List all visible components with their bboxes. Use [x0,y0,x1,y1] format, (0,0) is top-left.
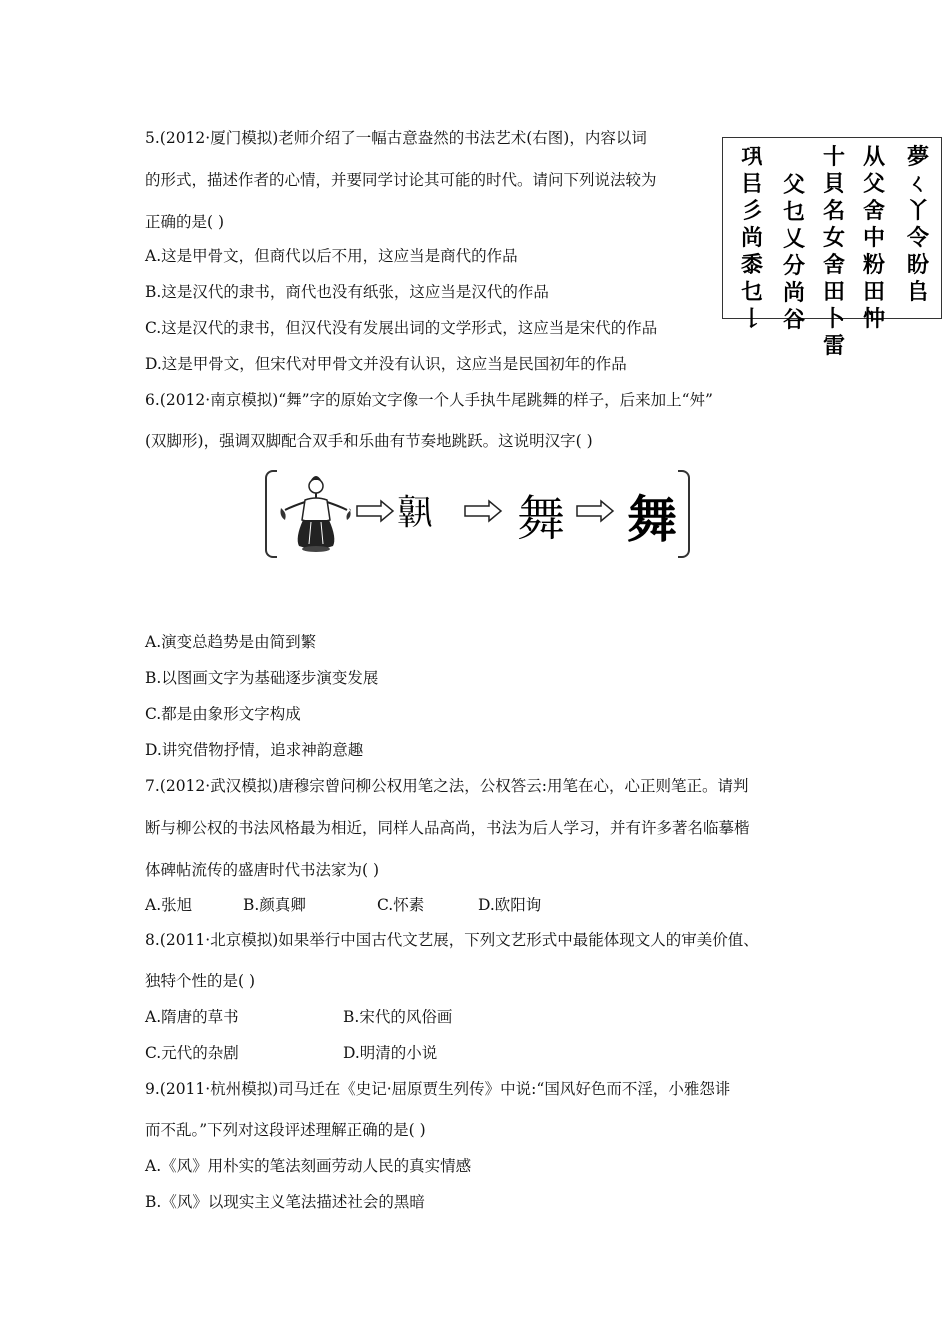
q9-option-b: B.《风》以现实主义笔法描述社会的黑暗 [145,1193,425,1211]
q9-option-a: A.《风》用朴实的笔法刻画劳动人民的真实情感 [145,1157,472,1175]
q5-option-c: C.这是汉代的隶书，但汉代没有发展出词的文学形式，这应当是宋代的作品 [145,319,658,337]
calligraphy-column-3: 十 貝 名 女 舍 田 卜 雷 [822,144,845,359]
dancer-pictograph-icon [275,472,357,554]
q6-stem-line-2: (双脚形)，强调双脚配合双手和乐曲有节奏地跳跃。这说明汉字( ) [145,432,593,450]
q6-option-d: D.讲究借物抒情，追求神韵意趣 [145,741,364,759]
calligraphy-column-5: 𢀜 㠯 彡 尚 黍 乜 𠄌 [740,144,763,332]
q5-stem-line-1: 5.(2012·厦门模拟)老师介绍了一幅古意盎然的书法艺术(右图)，内容以词 [145,129,647,147]
q7-option-b: B.颜真卿 [243,896,306,914]
dance-stage-2-glyph: 𦏧 [397,493,428,534]
arrow-right-icon [463,500,503,522]
q9-stem-line-1: 9.(2011·杭州模拟)司马迁在《史记·屈原贾生列传》中说:“国风好色而不淫，小雅怨诽 [145,1080,731,1098]
dance-stage-3-glyph: 舞 [517,491,566,547]
q5-stem-line-3: 正确的是( ) [145,213,225,231]
q8-option-a: A.隋唐的草书 [145,1008,239,1026]
q7-stem-line-2: 断与柳公权的书法风格最为相近，同样人品高尚，书法为后人学习，并有许多著名临摹楷 [145,819,750,837]
dance-stage-4-glyph: 舞 [627,491,677,549]
q7-stem-line-3: 体碑帖流传的盛唐时代书法家为( ) [145,861,380,879]
calligraphy-figure [722,137,942,359]
calligraphy-column-4: 父 乜 乂 分 尚 谷 [782,172,805,333]
q5-option-b: B.这是汉代的隶书，商代也没有纸张，这应当是汉代的作品 [145,283,549,301]
arrow-right-icon [355,500,395,522]
q5-stem-line-2: 的形式，描述作者的心情，并要同学讨论其可能的时代。请问下列说法较为 [145,171,657,189]
q5-option-d: D.这是甲骨文，但宋代对甲骨文并没有认识，这应当是民国初年的作品 [145,355,627,373]
q7-stem-line-1: 7.(2012·武汉模拟)唐穆宗曾问柳公权用笔之法，公权答云:用笔在心，心正则笔正。请判 [145,777,749,795]
q8-option-c: C.元代的杂剧 [145,1044,239,1062]
q6-option-a: A.演变总趋势是由简到繁 [145,633,317,651]
q6-option-b: B.以图画文字为基础逐步演变发展 [145,669,379,687]
q7-option-a: A.张旭 [145,896,193,914]
figure-right-bracket [678,470,690,558]
q7-option-c: C.怀素 [377,896,425,914]
q9-stem-line-2: 而不乱。”下列对这段评述理解正确的是( ) [145,1121,426,1139]
arrow-right-icon [575,500,615,522]
calligraphy-column-1: 夢 ㄑ 丫 令 盼 𠂤 [906,144,929,305]
q8-stem-line-1: 8.(2011·北京模拟)如果举行中国古代文艺展，下列文艺形式中最能体现文人的审美价值、 [145,931,759,949]
dance-character-evolution-figure [265,468,690,556]
q8-option-d: D.明清的小说 [343,1044,438,1062]
q6-stem-line-1: 6.(2012·南京模拟)“舞”字的原始文字像一个人手执牛尾跳舞的样子，后来加上“舛” [145,391,713,409]
calligraphy-column-2: 从 父 舍 中 粉 田 忡 [862,144,885,332]
q5-option-a: A.这是甲骨文，但商代以后不用，这应当是商代的作品 [145,247,518,265]
q6-option-c: C.都是由象形文字构成 [145,705,301,723]
q8-stem-line-2: 独特个性的是( ) [145,972,256,990]
q7-option-d: D.欧阳询 [478,896,542,914]
q8-option-b: B.宋代的风俗画 [343,1008,453,1026]
